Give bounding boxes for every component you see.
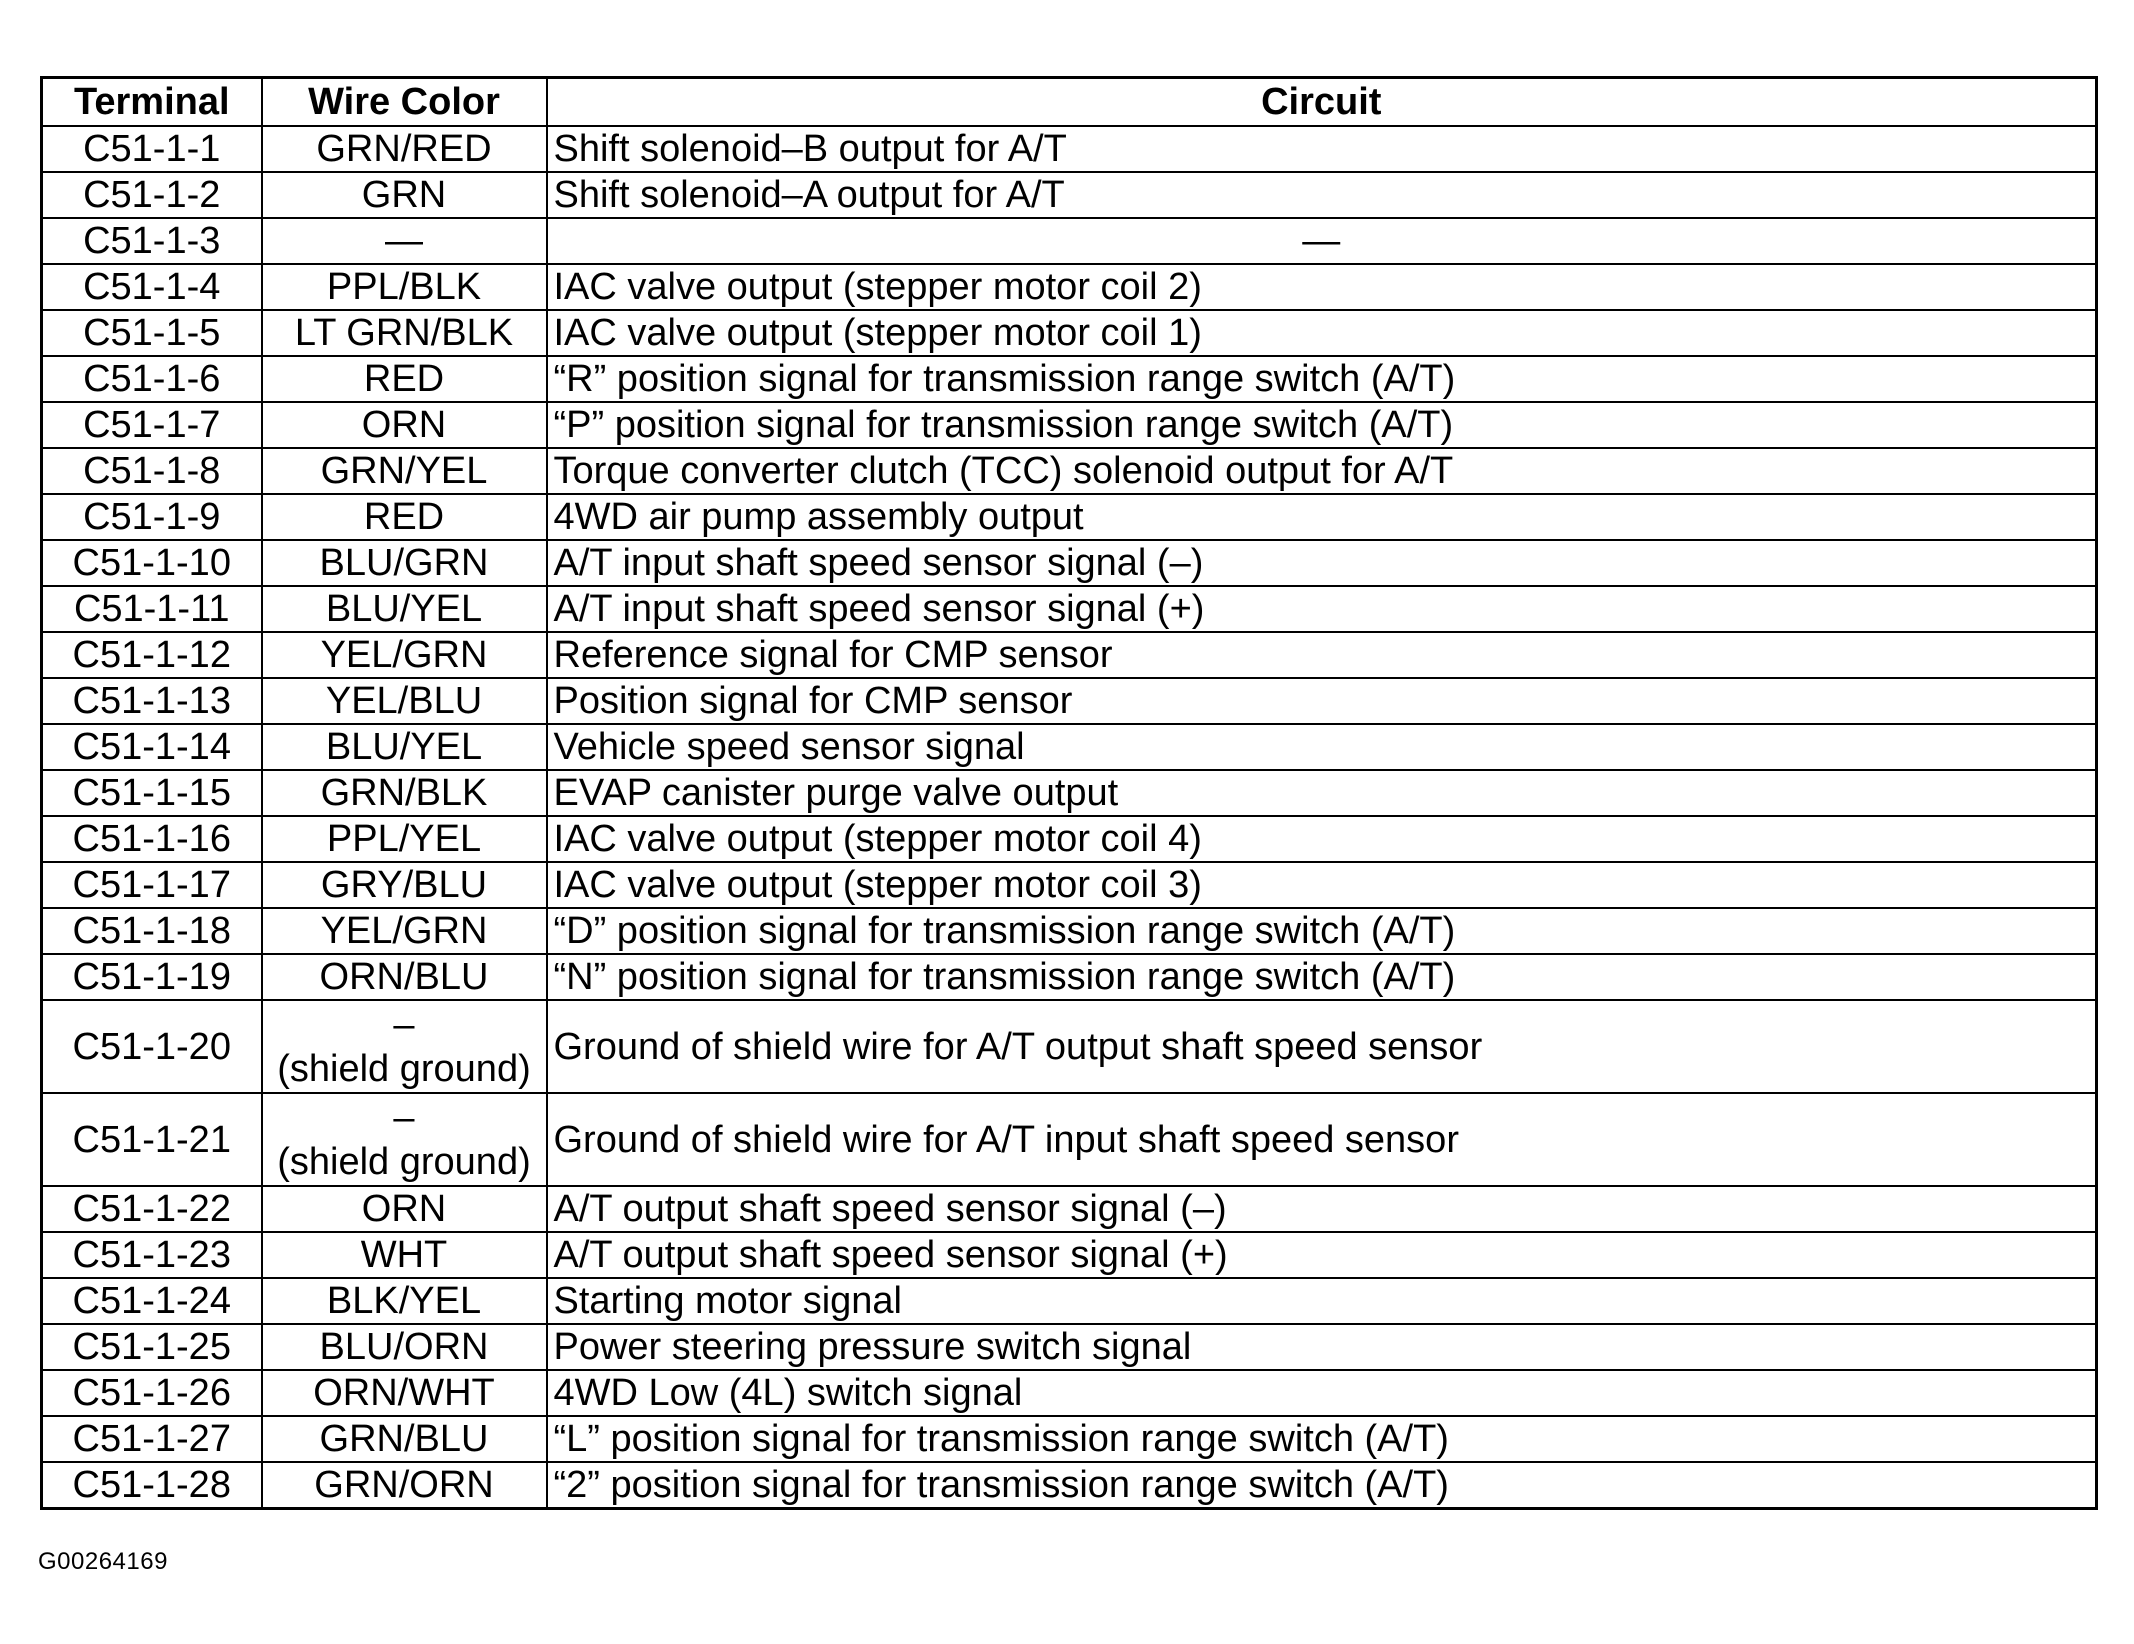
circuit-cell: IAC valve output (stepper motor coil 3)	[547, 862, 2097, 908]
terminal-cell: C51-1-11	[42, 586, 262, 632]
wire-color-cell: YEL/GRN	[262, 632, 547, 678]
terminal-cell: C51-1-27	[42, 1416, 262, 1462]
table-row	[42, 1370, 2097, 1416]
circuit-cell: Shift solenoid–A output for A/T	[547, 172, 2097, 218]
wire-color-cell: ORN	[262, 1186, 547, 1232]
wire-color-value: –	[393, 1096, 415, 1139]
table-row	[42, 586, 2097, 632]
terminal-cell: C51-1-1	[42, 126, 262, 172]
circuit-header: Circuit	[547, 78, 2097, 127]
header-row	[42, 78, 2097, 127]
table-row	[42, 816, 2097, 862]
table-row	[42, 402, 2097, 448]
terminal-cell: C51-1-23	[42, 1232, 262, 1278]
wire-color-cell: BLK/YEL	[262, 1278, 547, 1324]
wire-color-cell: PPL/YEL	[262, 816, 547, 862]
wire-color-cell: PPL/BLK	[262, 264, 547, 310]
table-row	[42, 1416, 2097, 1462]
terminal-cell: C51-1-7	[42, 402, 262, 448]
terminal-cell: C51-1-10	[42, 540, 262, 586]
terminal-cell: C51-1-13	[42, 678, 262, 724]
table-row	[42, 770, 2097, 816]
circuit-cell: “L” position signal for transmission range switch (A/T)	[547, 1416, 2097, 1462]
wire-color-cell	[262, 1093, 547, 1186]
circuit-cell: Torque converter clutch (TCC) solenoid output for A/T	[547, 448, 2097, 494]
terminal-cell: C51-1-8	[42, 448, 262, 494]
terminal-cell: C51-1-18	[42, 908, 262, 954]
wire-color-cell: GRN	[262, 172, 547, 218]
wire-color-note: (shield ground)	[277, 1140, 531, 1183]
table-row	[42, 218, 2097, 264]
table-body	[42, 126, 2097, 1509]
terminal-cell: C51-1-2	[42, 172, 262, 218]
wire-color-header: Wire Color	[262, 78, 547, 127]
terminal-cell: C51-1-24	[42, 1278, 262, 1324]
table-row	[42, 1232, 2097, 1278]
circuit-cell: Starting motor signal	[547, 1278, 2097, 1324]
circuit-cell: A/T output shaft speed sensor signal (+)	[547, 1232, 2097, 1278]
table-row	[42, 494, 2097, 540]
wire-color-value: –	[393, 1003, 415, 1046]
terminal-cell: C51-1-3	[42, 218, 262, 264]
wire-color-cell: BLU/YEL	[262, 586, 547, 632]
wire-color-cell: GRN/YEL	[262, 448, 547, 494]
terminal-cell: C51-1-21	[42, 1093, 262, 1186]
table-row	[42, 1462, 2097, 1509]
circuit-cell: EVAP canister purge valve output	[547, 770, 2097, 816]
pinout-sheet	[40, 76, 2095, 1510]
wire-color-cell: GRY/BLU	[262, 862, 547, 908]
terminal-cell: C51-1-16	[42, 816, 262, 862]
table-row	[42, 172, 2097, 218]
table-row	[42, 908, 2097, 954]
table-row	[42, 540, 2097, 586]
circuit-cell: —	[547, 218, 2097, 264]
wire-color-cell: BLU/ORN	[262, 1324, 547, 1370]
table-row	[42, 1093, 2097, 1186]
terminal-cell: C51-1-12	[42, 632, 262, 678]
wire-color-cell: GRN/BLK	[262, 770, 547, 816]
wire-color-cell: RED	[262, 356, 547, 402]
circuit-cell: A/T output shaft speed sensor signal (–)	[547, 1186, 2097, 1232]
circuit-cell: Vehicle speed sensor signal	[547, 724, 2097, 770]
terminal-cell: C51-1-28	[42, 1462, 262, 1509]
terminal-header: Terminal	[42, 78, 262, 127]
circuit-cell: Ground of shield wire for A/T output shaft speed sensor	[547, 1000, 2097, 1093]
terminal-cell: C51-1-20	[42, 1000, 262, 1093]
terminal-cell: C51-1-19	[42, 954, 262, 1000]
circuit-cell: Power steering pressure switch signal	[547, 1324, 2097, 1370]
circuit-cell: 4WD Low (4L) switch signal	[547, 1370, 2097, 1416]
circuit-cell: A/T input shaft speed sensor signal (+)	[547, 586, 2097, 632]
circuit-cell: “2” position signal for transmission range switch (A/T)	[547, 1462, 2097, 1509]
wire-color-cell: GRN/RED	[262, 126, 547, 172]
circuit-cell: “D” position signal for transmission range switch (A/T)	[547, 908, 2097, 954]
wire-color-cell: GRN/BLU	[262, 1416, 547, 1462]
terminal-cell: C51-1-5	[42, 310, 262, 356]
wire-color-cell: ORN/WHT	[262, 1370, 547, 1416]
table-row	[42, 954, 2097, 1000]
circuit-cell: 4WD air pump assembly output	[547, 494, 2097, 540]
wire-color-cell: RED	[262, 494, 547, 540]
wire-color-cell: YEL/BLU	[262, 678, 547, 724]
wire-color-cell	[262, 1000, 547, 1093]
terminal-cell: C51-1-17	[42, 862, 262, 908]
circuit-cell: IAC valve output (stepper motor coil 4)	[547, 816, 2097, 862]
terminal-cell: C51-1-6	[42, 356, 262, 402]
table-row	[42, 1000, 2097, 1093]
circuit-cell: Position signal for CMP sensor	[547, 678, 2097, 724]
wire-color-cell: LT GRN/BLK	[262, 310, 547, 356]
circuit-cell: Shift solenoid–B output for A/T	[547, 126, 2097, 172]
wire-color-cell: —	[262, 218, 547, 264]
table-row	[42, 1186, 2097, 1232]
table-row	[42, 448, 2097, 494]
wire-color-cell: BLU/GRN	[262, 540, 547, 586]
terminal-table	[40, 76, 2098, 1510]
table-row	[42, 1324, 2097, 1370]
table-row	[42, 264, 2097, 310]
table-row	[42, 632, 2097, 678]
wire-color-cell: WHT	[262, 1232, 547, 1278]
table-row	[42, 310, 2097, 356]
table-row	[42, 862, 2097, 908]
circuit-cell: “P” position signal for transmission range switch (A/T)	[547, 402, 2097, 448]
table-header	[42, 78, 2097, 127]
table-row	[42, 356, 2097, 402]
table-row	[42, 1278, 2097, 1324]
table-row	[42, 724, 2097, 770]
wire-color-cell: ORN/BLU	[262, 954, 547, 1000]
circuit-cell: IAC valve output (stepper motor coil 1)	[547, 310, 2097, 356]
circuit-cell: Ground of shield wire for A/T input shaft speed sensor	[547, 1093, 2097, 1186]
terminal-cell: C51-1-9	[42, 494, 262, 540]
figure-code: G00264169	[38, 1548, 168, 1575]
table-row	[42, 678, 2097, 724]
wire-color-cell: BLU/YEL	[262, 724, 547, 770]
wire-color-cell: ORN	[262, 402, 547, 448]
terminal-cell: C51-1-25	[42, 1324, 262, 1370]
circuit-cell: “N” position signal for transmission range switch (A/T)	[547, 954, 2097, 1000]
wire-color-cell: YEL/GRN	[262, 908, 547, 954]
table-row	[42, 126, 2097, 172]
terminal-cell: C51-1-14	[42, 724, 262, 770]
terminal-cell: C51-1-4	[42, 264, 262, 310]
terminal-cell: C51-1-26	[42, 1370, 262, 1416]
wire-color-note: (shield ground)	[277, 1047, 531, 1090]
wire-color-cell: GRN/ORN	[262, 1462, 547, 1509]
circuit-cell: Reference signal for CMP sensor	[547, 632, 2097, 678]
circuit-cell: IAC valve output (stepper motor coil 2)	[547, 264, 2097, 310]
circuit-cell: “R” position signal for transmission range switch (A/T)	[547, 356, 2097, 402]
circuit-cell: A/T input shaft speed sensor signal (–)	[547, 540, 2097, 586]
terminal-cell: C51-1-22	[42, 1186, 262, 1232]
terminal-cell: C51-1-15	[42, 770, 262, 816]
